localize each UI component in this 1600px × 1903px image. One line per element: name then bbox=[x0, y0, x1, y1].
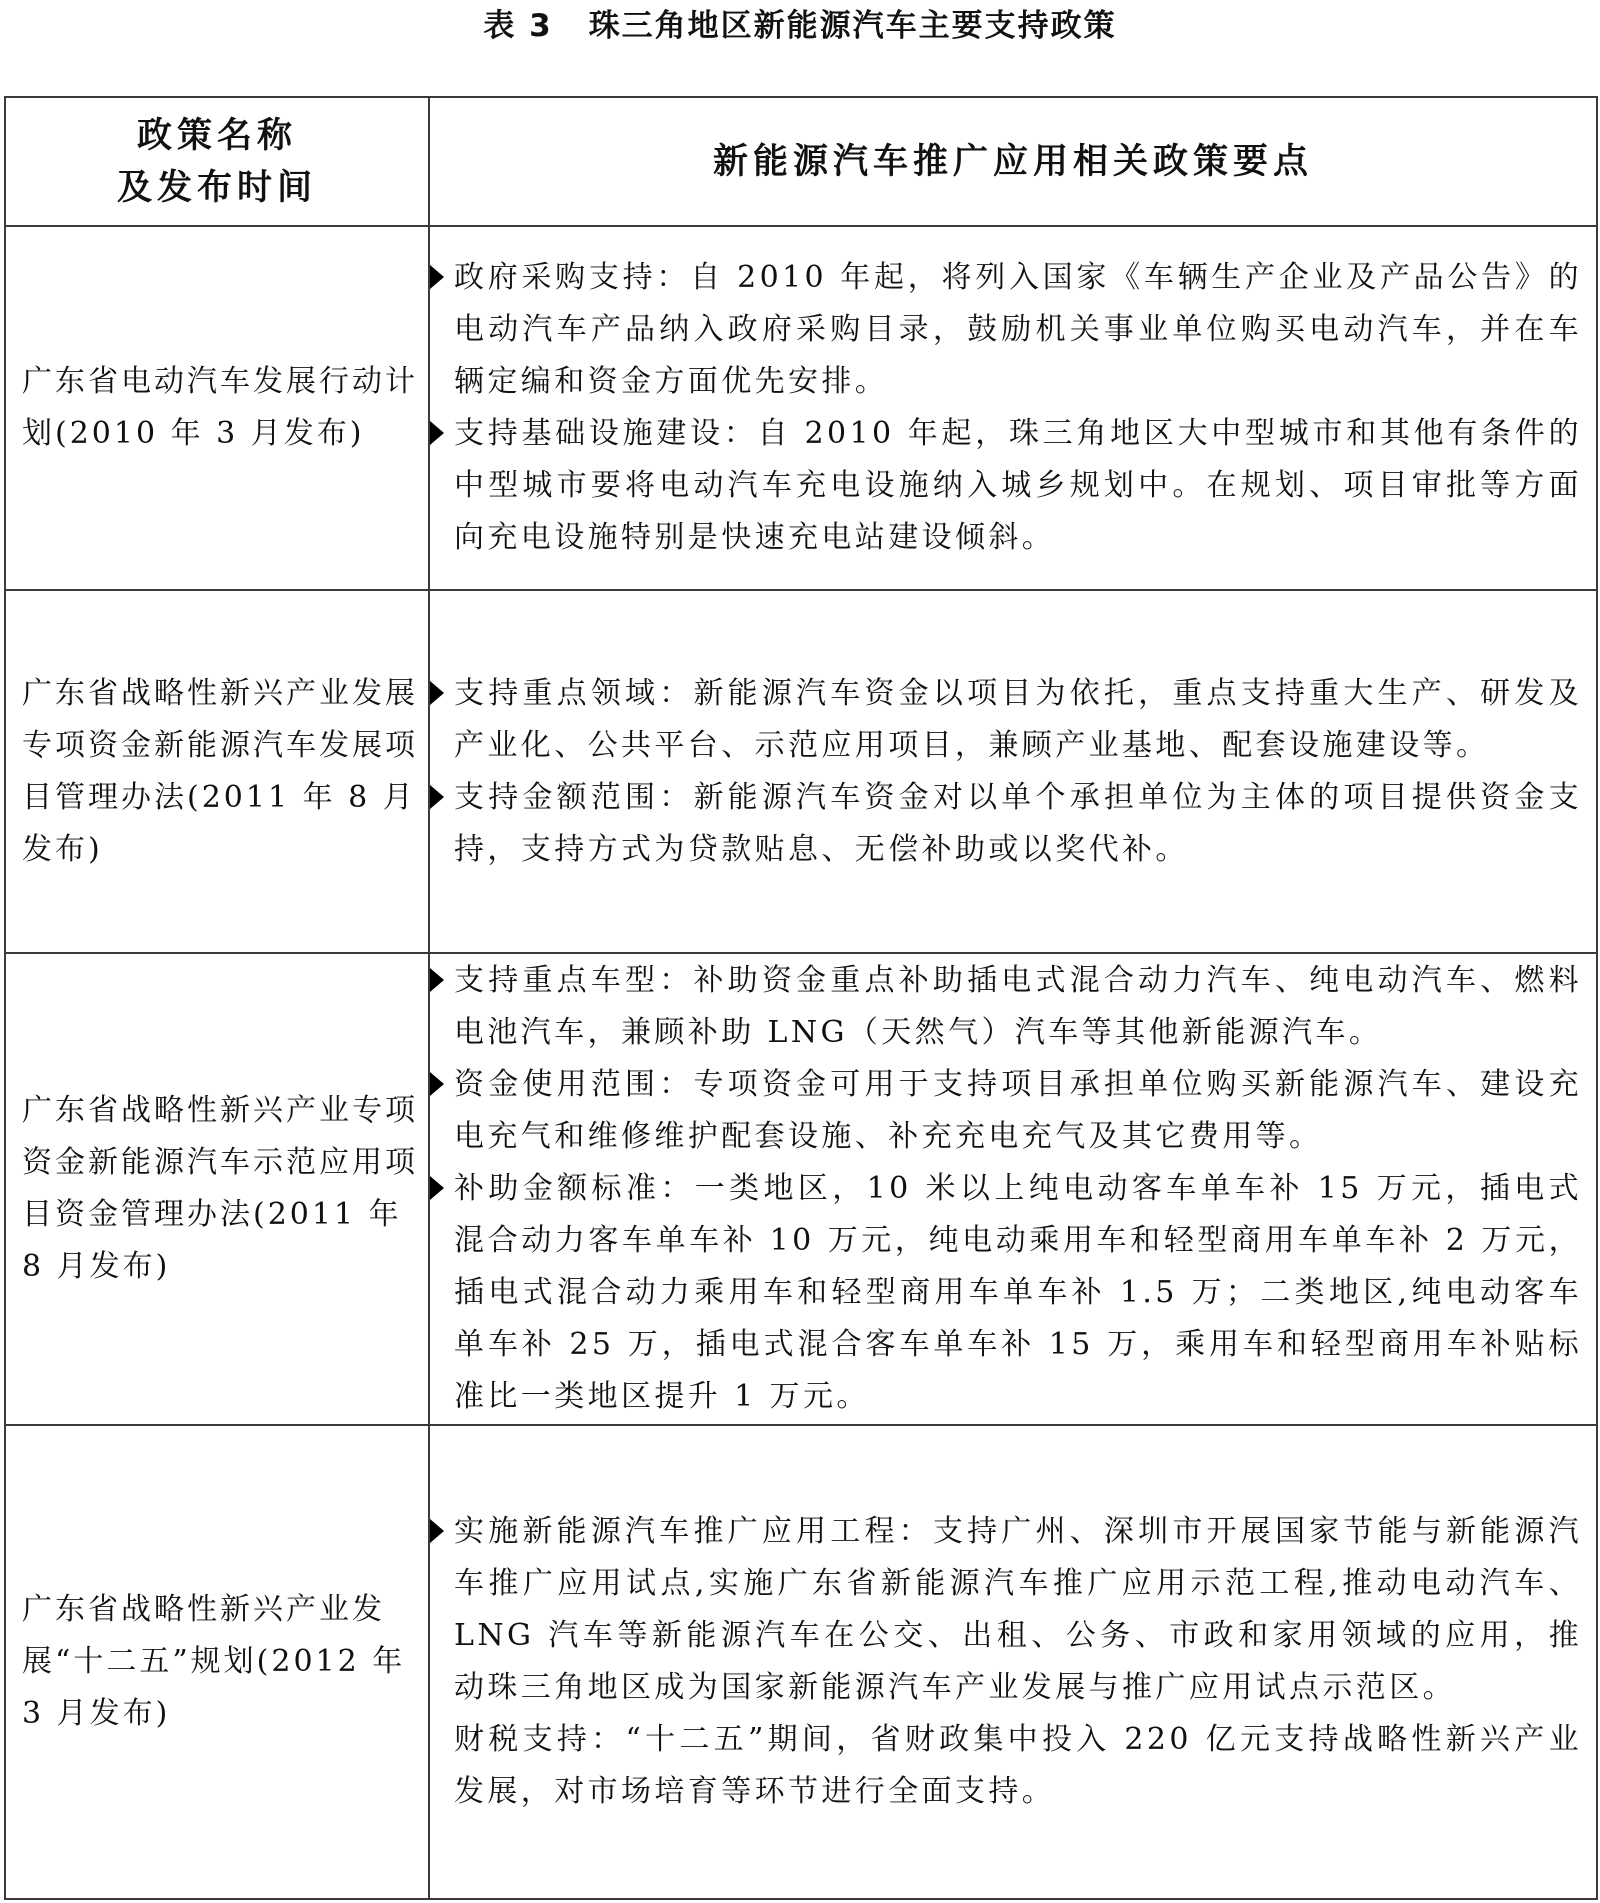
policy-points-cell bbox=[429, 1425, 1597, 1899]
policy-point-text: 政府采购支持：自 2010 年起，将列入国家《车辆生产企业及产品公告》的电动汽车产品纳入政府采购目录，鼓励机关事业单位购买电动汽车，并在车辆定编和资金方面优先安排。 bbox=[454, 260, 1582, 399]
policy-point bbox=[430, 1163, 1582, 1423]
policy-name-cell: 广东省战略性新兴产业专项资金新能源汽车示范应用项目资金管理办法(2011 年 8 月发布) bbox=[5, 953, 429, 1425]
policy-name-cell: 广东省电动汽车发展行动计划(2010 年 3 月发布) bbox=[5, 226, 429, 590]
policy-point-text: 财税支持：“十二五”期间，省财政集中投入 220 亿元支持战略性新兴产业发展，对市场培育等环节进行全面支持。 bbox=[454, 1722, 1582, 1809]
policy-point-text: 支持金额范围：新能源汽车资金对以单个承担单位为主体的项目提供资金支持，支持方式为贷款贴息、无偿补助或以奖代补。 bbox=[454, 779, 1582, 867]
header-policy-name bbox=[5, 97, 429, 226]
policy-point-text: 补助金额标准：一类地区，10 米以上纯电动客车单车补 15 万元，插电式混合动力客车单车补 10 万元，纯电动乘用车和轻型商用车单车补 2 万元，插电式混合动力乘用车和轻型商用车单车补 1.5 万；二类地区,纯电动客车单车补 25 万，插电式混合客车单车补 15 万，乘用车和轻型商用车补贴标准比一类地区提升 1 万元。 bbox=[454, 1171, 1582, 1414]
header-policy-name-line1: 政策名称 bbox=[136, 115, 297, 156]
policy-point bbox=[430, 772, 1582, 876]
table-row bbox=[5, 590, 1597, 953]
policy-name-cell: 广东省战略性新兴产业发展专项资金新能源汽车发展项目管理办法(2011 年 8 月发布) bbox=[5, 590, 429, 953]
table-title: 珠三角地区新能源汽车主要支持政策 bbox=[588, 8, 1117, 44]
policy-point bbox=[430, 1714, 1582, 1818]
header-policy-name-line2: 及发布时间 bbox=[116, 167, 317, 208]
policy-point bbox=[430, 252, 1582, 408]
policy-name-cell: 广东省战略性新兴产业发展“十二五”规划(2012 年 3 月发布) bbox=[5, 1425, 429, 1899]
table-caption bbox=[0, 0, 1600, 56]
table-number: 表 3 bbox=[483, 8, 553, 44]
policy-point bbox=[430, 408, 1582, 564]
bullet-icon bbox=[430, 681, 444, 705]
policy-point bbox=[430, 668, 1582, 772]
policy-point-text: 实施新能源汽车推广应用工程：支持广州、深圳市开展国家节能与新能源汽车推广应用试点,实施广东省新能源汽车推广应用示范工程,推动电动汽车、LNG 汽车等新能源汽车在公交、出租、公务、市政和家用领域的应用，推动珠三角地区成为国家新能源汽车产业发展与推广应用试点示范区。 bbox=[454, 1514, 1582, 1705]
bullet-icon bbox=[430, 785, 444, 809]
table-row bbox=[5, 1425, 1597, 1899]
policy-table bbox=[4, 96, 1598, 1900]
policy-point bbox=[430, 1059, 1582, 1163]
policy-points-cell bbox=[429, 953, 1597, 1425]
policy-point-text: 支持重点车型：补助资金重点补助插电式混合动力汽车、纯电动汽车、燃料电池汽车，兼顾补助 LNG（天然气）汽车等其他新能源汽车。 bbox=[454, 963, 1582, 1050]
bullet-icon bbox=[430, 265, 444, 289]
bullet-icon bbox=[430, 968, 444, 992]
bullet-icon bbox=[430, 1072, 444, 1096]
policy-point-text: 资金使用范围：专项资金可用于支持项目承担单位购买新能源汽车、建设充电充气和维修维护配套设施、补充充电充气及其它费用等。 bbox=[454, 1067, 1582, 1154]
bullet-icon bbox=[430, 1519, 444, 1543]
policy-point bbox=[430, 1506, 1582, 1714]
table-row bbox=[5, 953, 1597, 1425]
bullet-icon bbox=[430, 421, 444, 445]
table-header-row bbox=[5, 97, 1597, 226]
policy-point-text: 支持基础设施建设：自 2010 年起，珠三角地区大中型城市和其他有条件的中型城市要将电动汽车充电设施纳入城乡规划中。在规划、项目审批等方面向充电设施特别是快速充电站建设倾斜。 bbox=[454, 416, 1582, 555]
header-policy-points: 新能源汽车推广应用相关政策要点 bbox=[429, 97, 1597, 226]
policy-points-cell bbox=[429, 226, 1597, 590]
table-row bbox=[5, 226, 1597, 590]
bullet-icon bbox=[430, 1176, 444, 1200]
policy-points-cell bbox=[429, 590, 1597, 953]
policy-point-text: 支持重点领域：新能源汽车资金以项目为依托，重点支持重大生产、研发及产业化、公共平台、示范应用项目，兼顾产业基地、配套设施建设等。 bbox=[454, 675, 1582, 763]
policy-point bbox=[430, 955, 1582, 1059]
